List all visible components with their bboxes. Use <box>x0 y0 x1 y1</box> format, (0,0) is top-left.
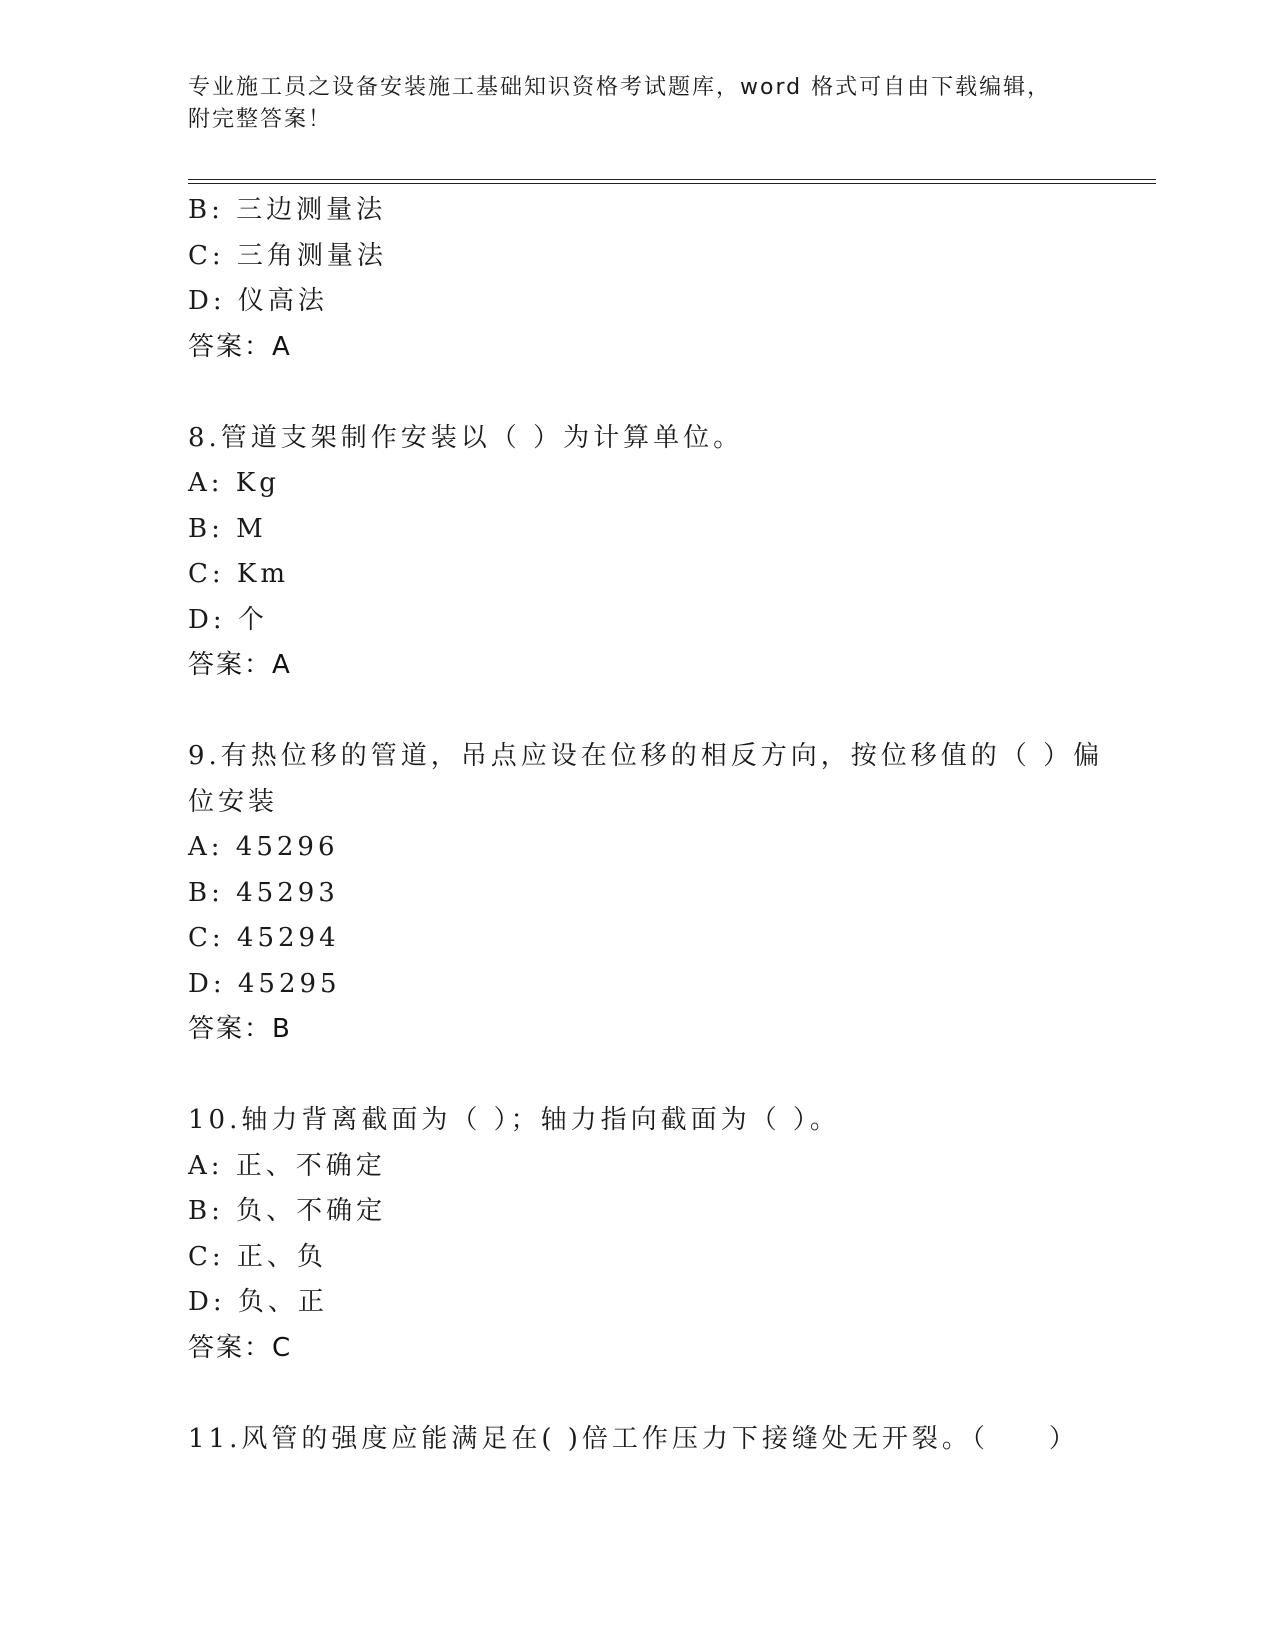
question-block-11 <box>188 1417 1088 1463</box>
option-b: B: 45293 <box>188 877 339 908</box>
option-a: A: 45296 <box>188 832 339 862</box>
question-block-prev <box>188 188 1088 370</box>
option-c: C: 三角测量法 <box>188 240 387 271</box>
answer-line: 答案：B <box>188 1014 292 1044</box>
question-block-10 <box>188 1098 1088 1371</box>
question-text: 8.管道支架制作安装以（ ）为计算单位。 <box>188 422 744 453</box>
option-a: A: Kg <box>188 468 280 498</box>
question-text: 11.风管的强度应能满足在( )倍工作压力下接缝处无开裂。（ ） <box>188 1423 1079 1454</box>
question-text: 10.轴力背离截面为（ ）；轴力指向截面为（ ）。 <box>188 1105 840 1135</box>
option-d: D: 仪高法 <box>188 286 328 316</box>
block-spacer <box>188 1371 1088 1417</box>
block-spacer <box>188 370 1088 416</box>
option-d: D: 个 <box>188 604 268 635</box>
option-a: A: 正、不确定 <box>188 1150 386 1181</box>
option-b: B: 三边测量法 <box>188 195 387 225</box>
answer-line: 答案：A <box>188 650 292 680</box>
answer-line: 答案：C <box>188 1332 293 1363</box>
question-block-9 <box>188 734 1104 1053</box>
header-line-1: 专业施工员之设备安装施工基础知识资格考试题库，word 格式可自由下载编辑， <box>188 75 1052 100</box>
header-divider <box>188 179 1156 184</box>
header-line-2: 附完整答案！ <box>188 107 333 132</box>
option-d: D: 45295 <box>188 968 341 999</box>
document-header <box>188 72 1088 136</box>
question-list <box>188 188 1104 1462</box>
question-block-8 <box>188 416 1088 689</box>
option-b: B: 负、不确定 <box>188 1196 387 1226</box>
option-b: B: M <box>188 513 267 544</box>
block-spacer <box>188 689 1088 735</box>
option-c: C: 45294 <box>188 923 340 953</box>
block-spacer <box>188 1053 1088 1099</box>
question-text-line-2: 位安装 <box>188 786 279 817</box>
option-d: D: 负、正 <box>188 1287 328 1317</box>
answer-line: 答案：A <box>188 331 292 362</box>
question-text-line-1: 9.有热位移的管道，吊点应设在位移的相反方向，按位移值的（ ）偏 <box>188 741 1104 771</box>
option-c: C: 正、负 <box>188 1241 327 1272</box>
option-c: C: Km <box>188 559 289 589</box>
